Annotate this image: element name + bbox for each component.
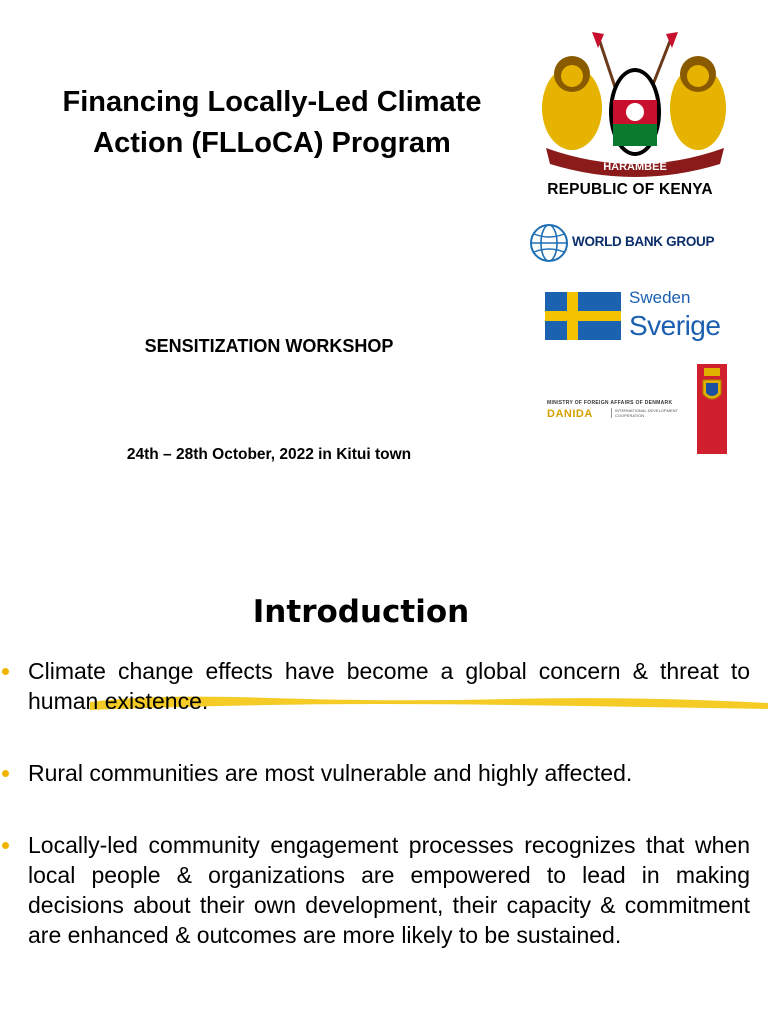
workshop-dates: 24th – 28th October, 2022 in Kitui town	[126, 446, 412, 463]
workshop-label: SENSITIZATION WORKSHOP	[144, 336, 394, 356]
bullet-item	[28, 830, 750, 950]
sweden-swedish: Sverige	[629, 310, 721, 341]
danida-subtitle: INTERNATIONAL DEVELOPMENT COOPERATION	[611, 408, 695, 418]
bullet-dot-icon	[2, 842, 9, 849]
bullet-item	[28, 758, 750, 788]
sweden-flag-icon	[545, 292, 621, 340]
kenya-label: REPUBLIC OF KENYA	[547, 181, 713, 198]
danida-crest-icon	[697, 364, 727, 454]
world-bank-logo	[528, 222, 738, 264]
danida-name: DANIDA	[547, 408, 593, 420]
introduction-slide	[0, 560, 768, 1024]
bullet-item	[28, 656, 750, 716]
bullet-dot-icon	[2, 770, 9, 777]
bullet-dot-icon	[2, 668, 9, 675]
danida-ministry: MINISTRY OF FOREIGN AFFAIRS OF DENMARK	[547, 400, 673, 406]
globe-icon	[528, 222, 570, 264]
bullet-text: Climate change effects have become a global concern & threat to human existence.	[28, 658, 750, 714]
title-line-2: Action (FLLoCA) Program	[93, 127, 451, 159]
sweden-english: Sweden	[629, 288, 691, 307]
world-bank-label: WORLD BANK GROUP	[572, 234, 715, 249]
bullet-text: Rural communities are most vulnerable and highly affected.	[28, 760, 633, 786]
kenya-coat-of-arms-icon	[532, 30, 728, 180]
introduction-heading: Introduction	[252, 594, 470, 630]
danida-logo	[545, 364, 735, 456]
kenya-motto: HARAMBEE	[603, 161, 667, 173]
sweden-logo	[545, 288, 745, 348]
slide-title	[22, 82, 522, 164]
bullet-text: Locally-led community engagement processes recognizes that when local people & organizations are empowered to lead in making decisions about their own development, their capacity & commitment are enhanced & outcomes are more likely to be sustained.	[28, 832, 750, 948]
title-line-1: Financing Locally-Led Climate	[62, 86, 482, 118]
